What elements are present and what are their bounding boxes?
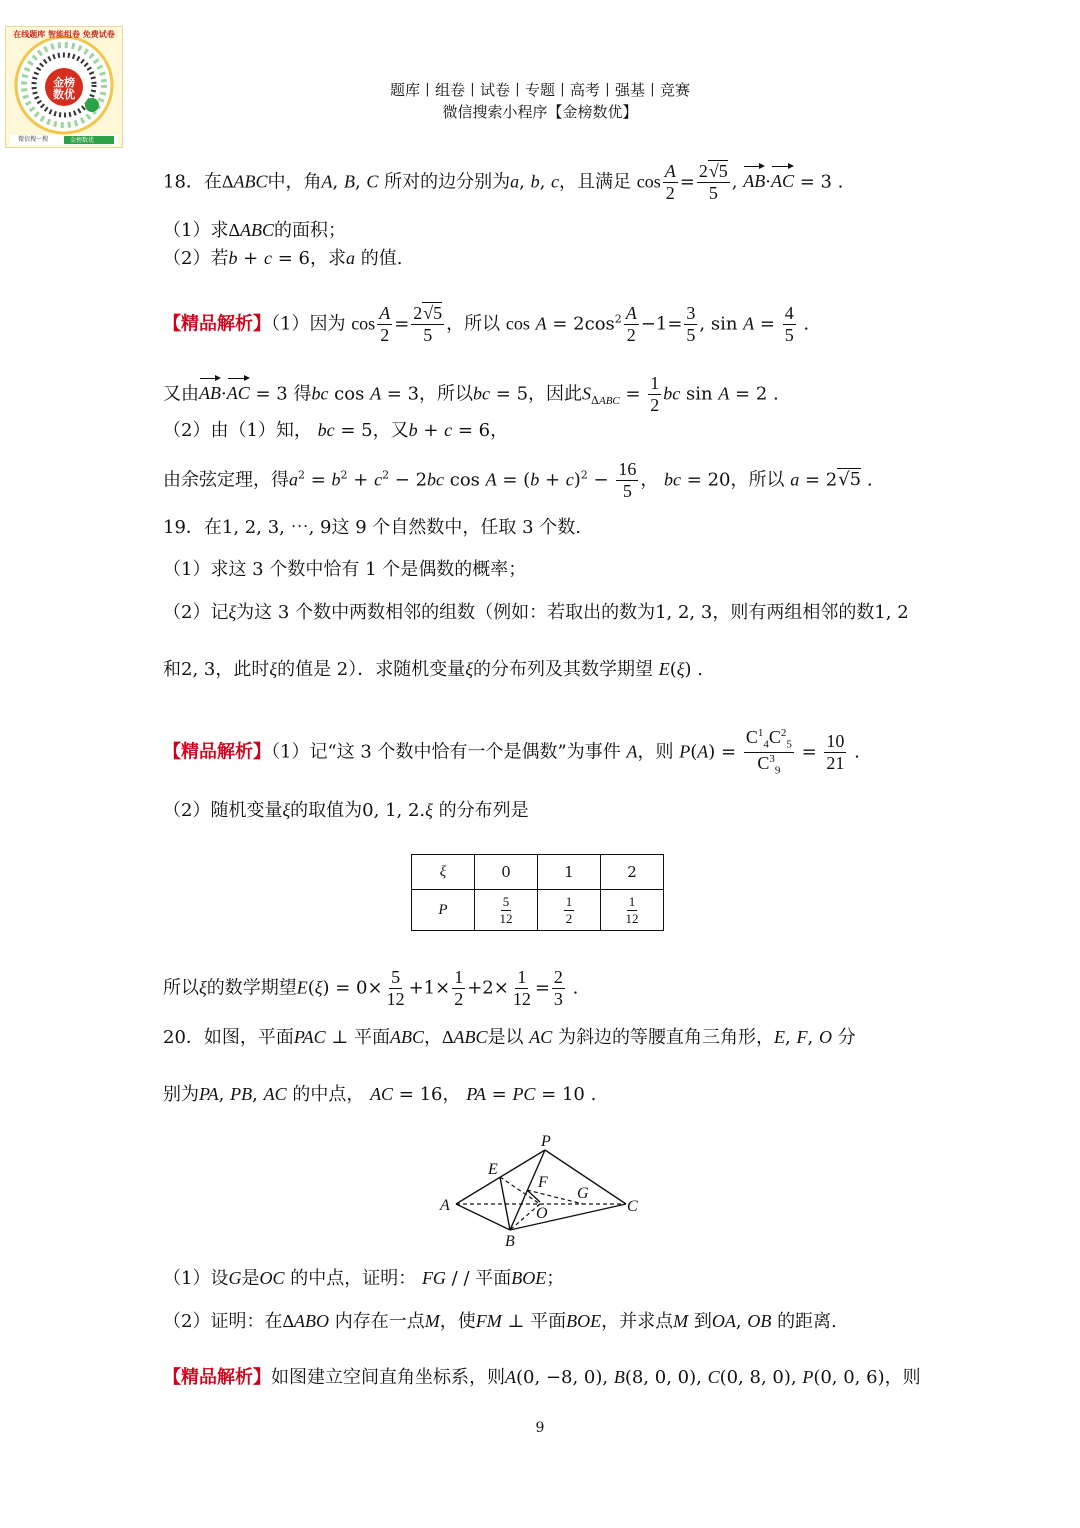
distribution-table <box>411 854 664 931</box>
q20-part1: （1）设G是OC 的中点，证明： FG / / 平面BOE； <box>163 1268 565 1289</box>
table-cell: 2 <box>601 855 664 890</box>
logo-center-text: 金榜数优 <box>53 76 75 101</box>
q18-part2: （2）若b + c = 6，求a 的值. <box>163 248 403 269</box>
analysis-tag: 【精品解析】 <box>163 313 271 335</box>
figure-label-E: E <box>488 1161 498 1178</box>
page-number: 9 <box>535 1420 545 1436</box>
edge-FO <box>527 1190 540 1202</box>
s18-line3: （2）由（1）知， bc = 5，又b + c = 6， <box>163 420 509 441</box>
q20-part2: （2）证明：在ΔABO 内存在一点M，使FM ⊥ 平面BOE，并求点M 到OA, OB 的距离. <box>163 1311 837 1332</box>
logo-arc-text: 在线题库 智能组卷 免费试卷 <box>13 29 115 39</box>
edge-EO-hidden <box>500 1177 540 1204</box>
header-search: 微信搜索小程序【金榜数优】 <box>442 103 638 121</box>
logo-footer-right: 金榜数优 <box>70 137 95 144</box>
figure-label-C: C <box>627 1198 638 1215</box>
s18-line2: 又由AB·AC = 3 得bc cos A = 3，所以bc = 5，因此$S_{\Delta ABC}$ = $\frac{1}{2}$ bc sin A = 2 . <box>163 373 779 415</box>
q19-part1: （1）求这 3 个数中恰有 1 个是偶数的概率； <box>163 559 527 580</box>
table-row <box>412 890 664 931</box>
figure-label-B: B <box>505 1233 515 1250</box>
logo-footer-left: 微信搜一搜 <box>18 136 49 143</box>
table-cell: $\frac{1}{2}$ <box>538 890 601 931</box>
table-row-label: ξ <box>412 855 475 890</box>
s18-line4: 由余弦定理，得$a^2 = b^2 + c^2 - 2bc$ $\cos A = (b + c)^2$ − $\frac{16}{5}$ ， bc = 20，所以 a = 2√5 . <box>163 459 873 501</box>
figure-label-F: F <box>538 1174 548 1191</box>
figure-label-O: O <box>536 1205 548 1222</box>
table-cell: 0 <box>475 855 538 890</box>
s19-line2: （2）随机变量ξ的取值为0, 1, 2.ξ 的分布列是 <box>163 800 529 821</box>
edge-BC <box>510 1204 626 1230</box>
q18-part1: （1）求ΔABC的面积； <box>163 220 347 241</box>
figure-label-P: P <box>541 1133 551 1150</box>
figure-label-G: G <box>577 1185 589 1202</box>
table-cell: $\frac{1}{12}$ <box>601 890 664 931</box>
s20-line1: 【精品解析】如图建立空间直角坐标系，则A(0, −8, 0), B(8, 0, 0), C(0, 8, 0), P(0, 0, 6)，则 <box>163 1367 921 1388</box>
figure-label-A: A <box>440 1197 450 1214</box>
s19-line1: 【精品解析】（1）记“这 3 个数中恰有一个是偶数”为事件 A，则 P(A) = $\frac{C^1_4C^2_5}{C^3_9}$ = $\frac{10}{21}$ . <box>163 727 860 777</box>
analysis-tag: 【精品解析】 <box>163 741 271 763</box>
q20-stem: 20．如图，平面PAC ⊥ 平面ABC，ΔABC是以 AC 为斜边的等腰直角三角形，E, F, O 分 <box>163 1027 856 1048</box>
table-cell: 1 <box>538 855 601 890</box>
analysis-tag: 【精品解析】 <box>163 1367 271 1388</box>
q19-part2: （2）记ξ为这 3 个数中两数相邻的组数（例如：若取出的数为1, 2, 3，则有两组相邻的数1, 2 <box>163 602 909 623</box>
q20-stem-cont: 别为PA, PB, AC 的中点， AC = 16， PA = PC = 10 . <box>163 1084 597 1105</box>
pyramid-figure <box>430 1130 650 1250</box>
header-nav: 题库丨组卷丨试卷丨专题丨高考丨强基丨竞赛 <box>389 81 690 99</box>
q19-part2-cont: 和2, 3，此时ξ的值是 2）．求随机变量ξ的分布列及其数学期望 E(ξ) . <box>163 659 703 680</box>
s19-expectation: 所以ξ的数学期望E(ξ) = 0× $\frac{5}{12}$ +1× $\frac{1}{2}$ +2× $\frac{1}{12}$ = $\frac{2}{3}$ . <box>163 967 579 1009</box>
q18-stem: 18．在ΔABC中，角A, B, C 所对的边分别为a, b, c，且满足 cos $\frac{A}{2}$ = $\frac{2√5}{5}$ , AB·AC = 3 . <box>163 161 844 203</box>
table-row-label: P <box>412 890 475 931</box>
s18-line1: 【精品解析】（1）因为 cos $\frac{A}{2}$ = $\frac{2√5}{5}$ ，所以 $\cos A = 2\cos^2$ $\frac{A}{2}$ −1= $\frac{3}{5}$ , sin A = $\frac{4}{5}$ . <box>163 303 810 345</box>
q19-stem: 19．在1, 2, 3, ⋯, 9这 9 个自然数中，任取 3 个数. <box>163 517 582 538</box>
edge-AB <box>456 1204 510 1230</box>
table-cell: $\frac{5}{12}$ <box>475 890 538 931</box>
table-row <box>412 855 664 890</box>
